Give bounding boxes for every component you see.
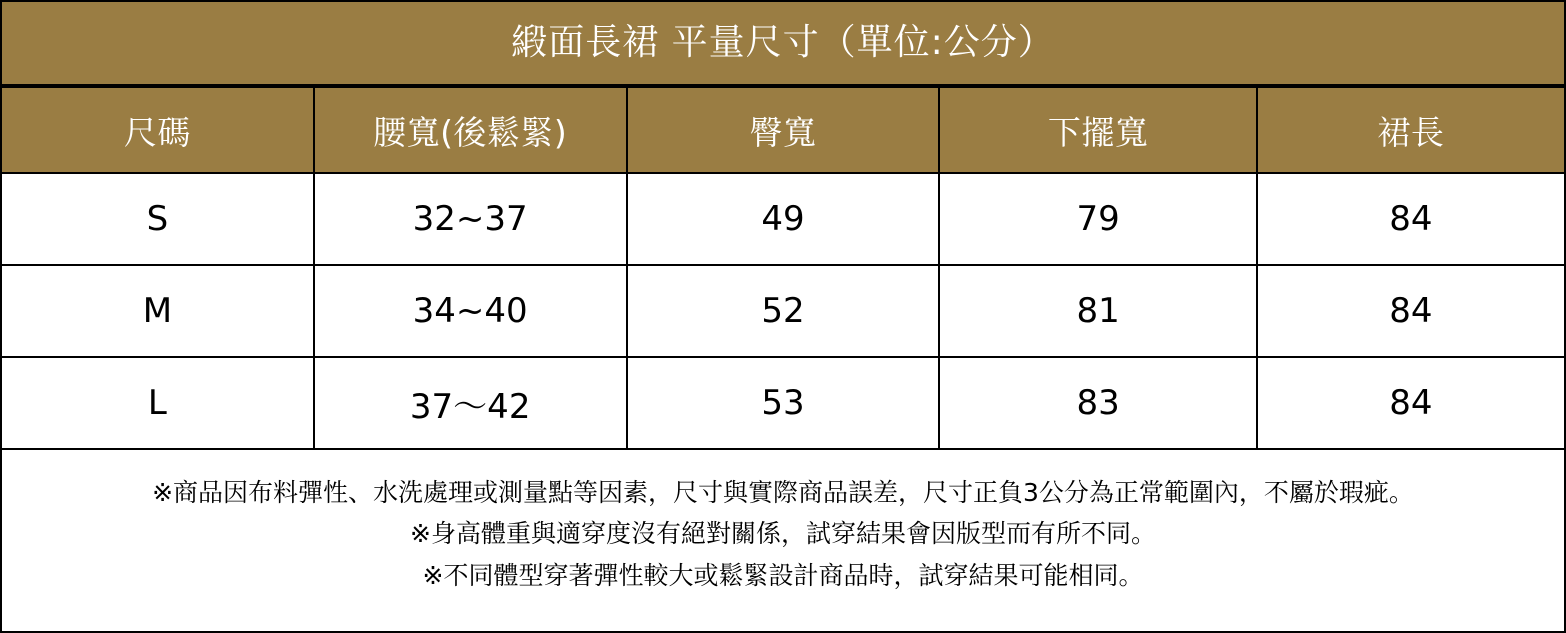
cell-hip: 52 [627,265,940,357]
column-header-hem: 下擺寬 [939,87,1256,173]
measurements-table [2,86,1564,450]
note-line-2: ※身高體重與適穿度沒有絕對關係，試穿結果會因版型而有所不同。 [410,519,1156,549]
column-header-hip: 臀寬 [627,87,940,173]
table-row [2,173,1564,265]
table-row [2,265,1564,357]
notes-section [2,450,1564,631]
note-line-3: ※不同體型穿著彈性較大或鬆緊設計商品時，試穿結果可能相同。 [422,560,1144,590]
cell-waist: 37〜42 [314,357,627,449]
cell-length: 84 [1257,357,1564,449]
cell-size: L [2,357,314,449]
cell-waist: 34~40 [314,265,627,357]
column-header-length: 裙長 [1257,87,1564,173]
cell-hem: 83 [939,357,1256,449]
table-row [2,357,1564,449]
table-header [2,87,1564,173]
cell-hem: 79 [939,173,1256,265]
cell-size: S [2,173,314,265]
note-line-1: ※商品因布料彈性、水洗處理或測量點等因素，尺寸與實際商品誤差，尺寸正負3公分為正常範圍內，不屬於瑕疵。 [152,478,1414,507]
column-header-size: 尺碼 [2,87,314,173]
cell-waist: 32~37 [314,173,627,265]
table-body [2,173,1564,449]
cell-hem: 81 [939,265,1256,357]
cell-hip: 49 [627,173,940,265]
cell-size: M [2,265,314,357]
table-header-row [2,87,1564,173]
cell-length: 84 [1257,173,1564,265]
column-header-waist: 腰寬(後鬆緊) [314,87,627,173]
cell-hip: 53 [627,357,940,449]
chart-title: 緞面長裙 平量尺寸（單位:公分） [2,2,1564,86]
measurements-table-wrapper [2,86,1564,450]
cell-length: 84 [1257,265,1564,357]
